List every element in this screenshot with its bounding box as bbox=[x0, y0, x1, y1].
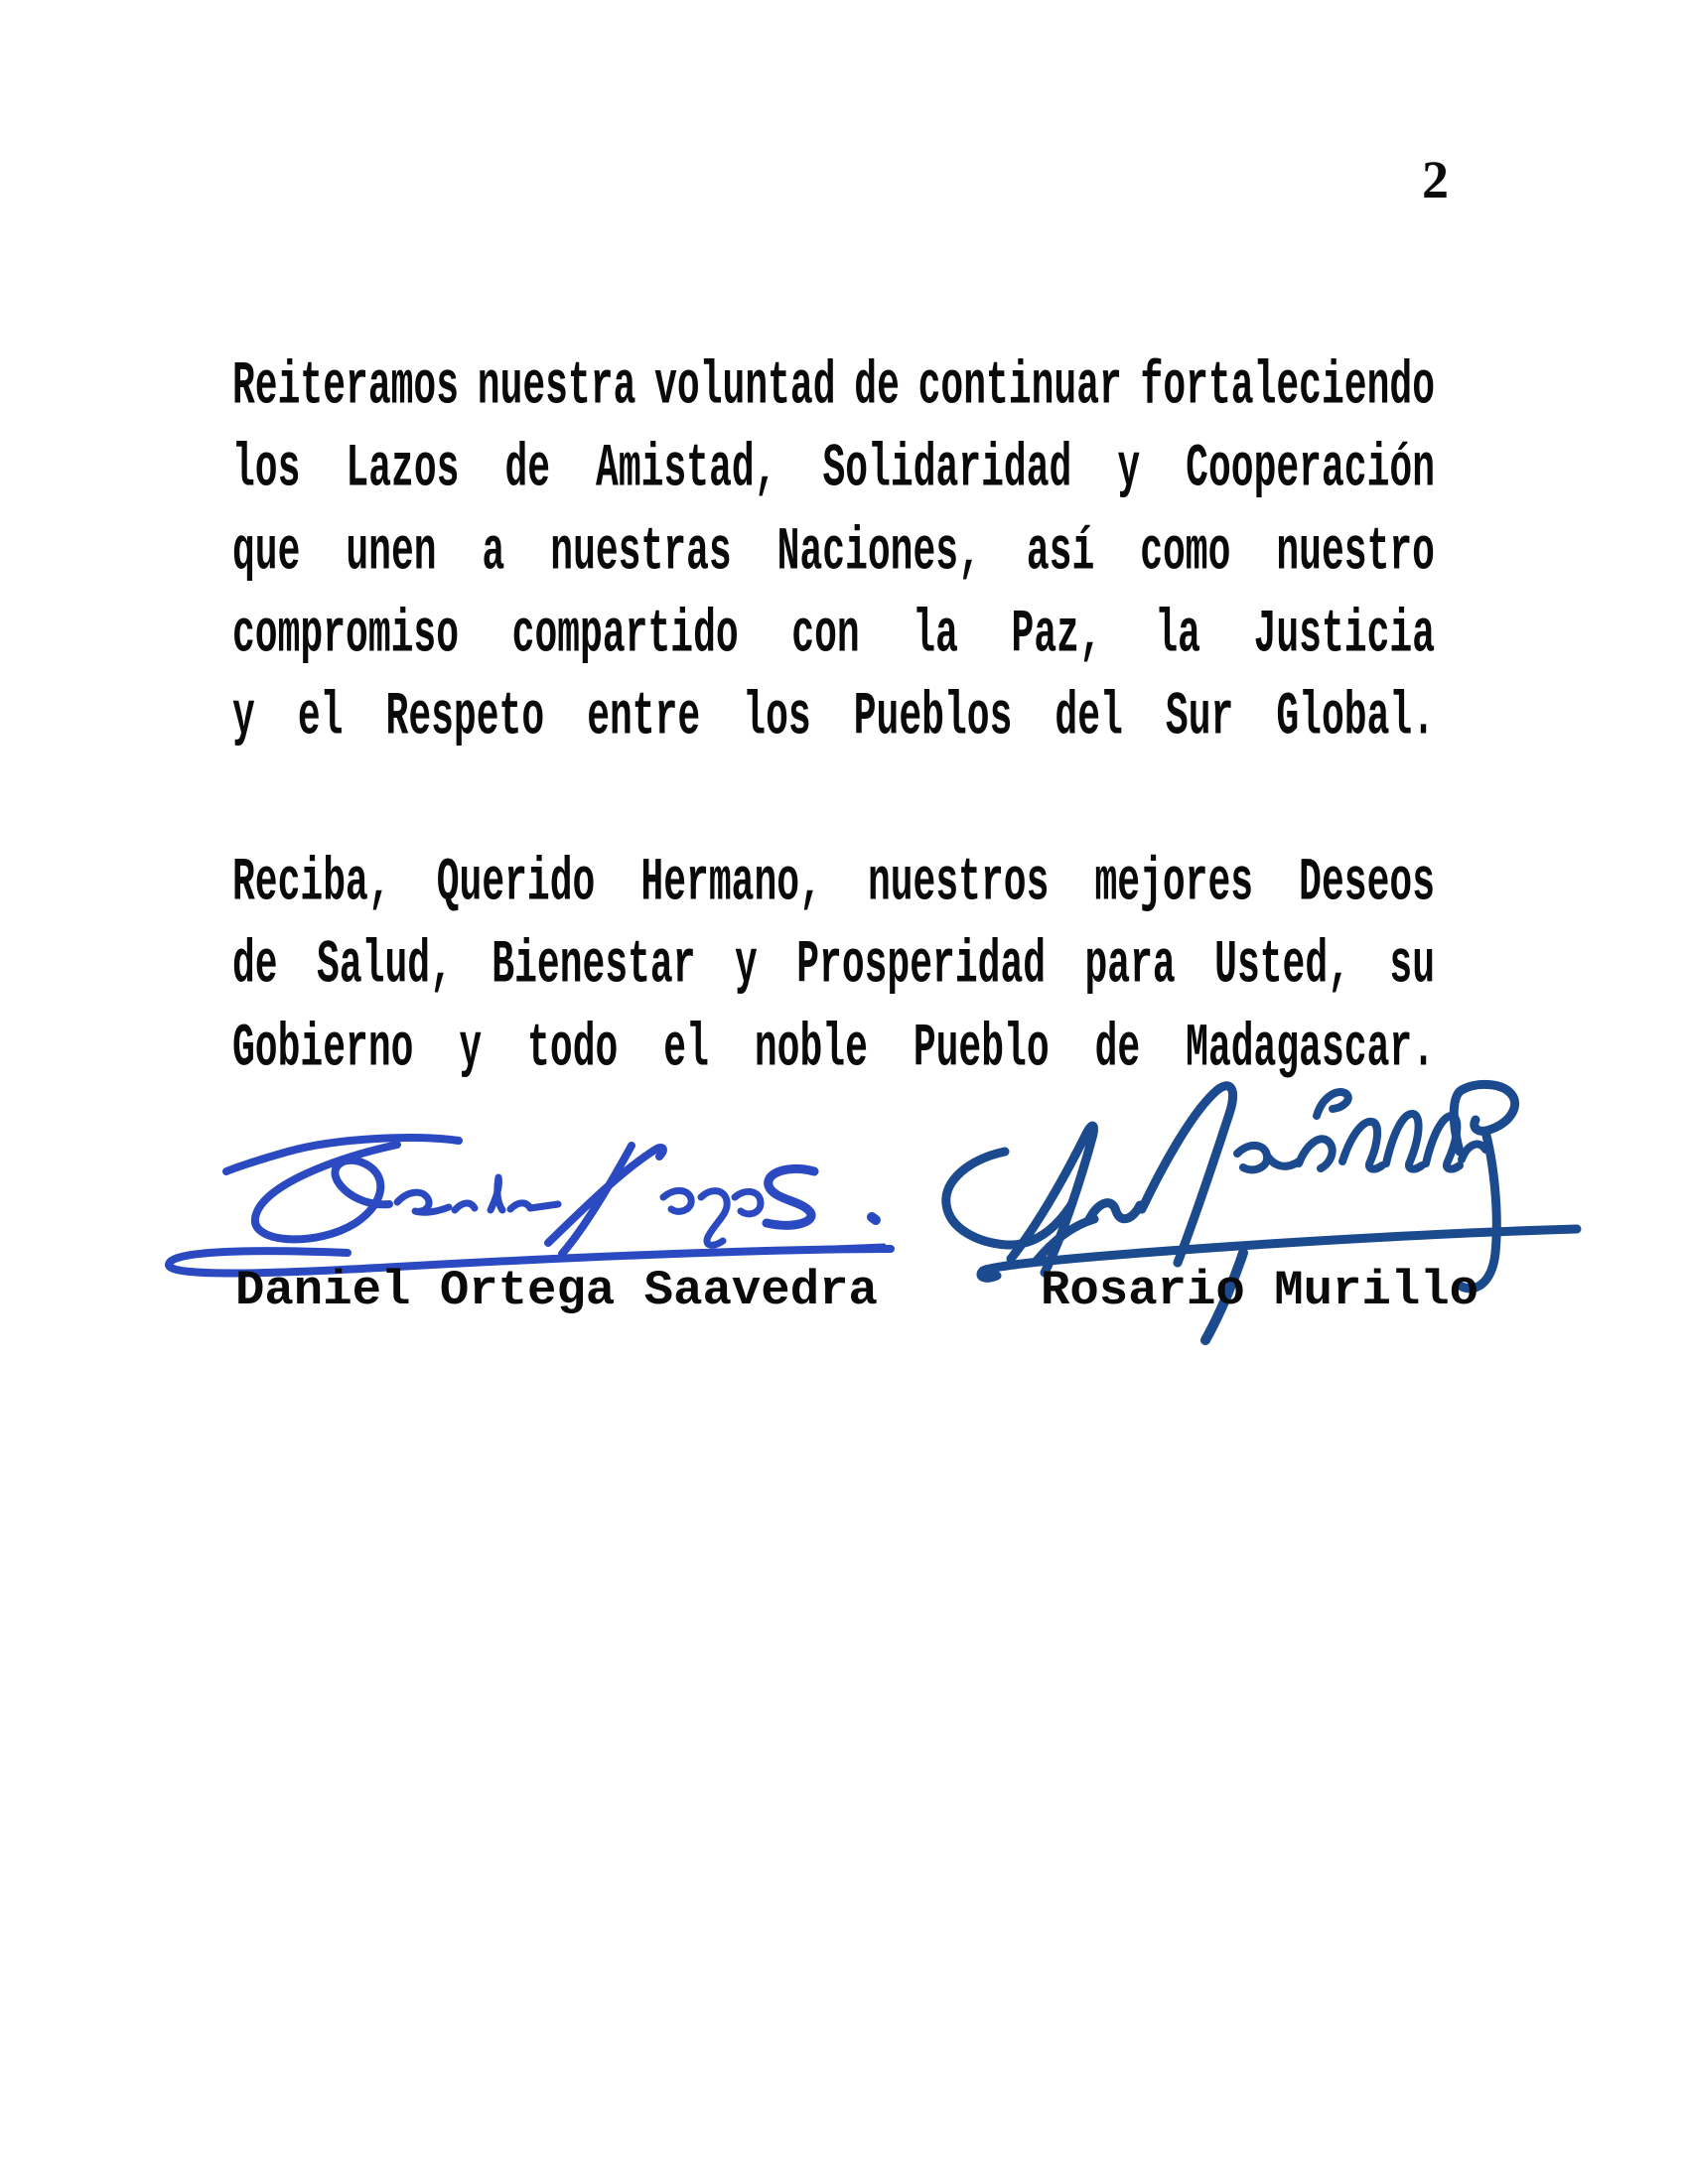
letter-line bbox=[232, 1009, 1435, 1091]
letter-line-text: Reciba, Querido Hermano, nuestros mejores Deseos bbox=[232, 850, 1435, 918]
signature-stroke bbox=[1037, 1219, 1094, 1261]
signature-stroke bbox=[455, 1203, 475, 1210]
signature-stroke bbox=[663, 1190, 691, 1211]
letter-line-text: que unen a nuestras Naciones, así como nuestro bbox=[232, 518, 1435, 588]
signature-stroke bbox=[1462, 1145, 1485, 1160]
signature-stroke bbox=[1088, 1203, 1140, 1221]
signature-stroke bbox=[1299, 1139, 1333, 1168]
signature-stroke bbox=[767, 1168, 814, 1225]
letter-line-text: de Salud, Bienestar y Prosperidad para Usted, su bbox=[232, 932, 1435, 1002]
signature-stroke bbox=[255, 1145, 397, 1239]
signature-stroke bbox=[548, 1148, 663, 1243]
letter-line-text: y el Respeto entre los Pueblos del Sur Global. bbox=[232, 684, 1435, 753]
signature-stroke bbox=[872, 1217, 876, 1220]
signature-stroke bbox=[946, 1152, 1072, 1245]
signature-stroke bbox=[735, 1191, 761, 1213]
letter-line-text: los Lazos de Amistad, Solidaridad y Cooperación bbox=[232, 436, 1435, 505]
signature-stroke bbox=[1426, 1116, 1460, 1168]
letter-line-text: compromiso compartido con la Paz, la Justicia bbox=[232, 601, 1435, 670]
signature-stroke bbox=[1454, 1084, 1514, 1152]
paragraph-1 bbox=[232, 346, 1435, 759]
signature-stroke bbox=[1267, 1156, 1299, 1166]
letter-line-text: Gobierno y todo el noble Pueblo de Madagascar. bbox=[232, 1015, 1435, 1084]
signature-stroke bbox=[1237, 1146, 1267, 1169]
letter-line-text: Reiteramos nuestra voluntad de continuar fortaleciendo bbox=[232, 353, 1435, 422]
signatory-name-left: Daniel Ortega Saavedra bbox=[235, 1263, 878, 1318]
signature-stroke bbox=[397, 1192, 449, 1212]
signature-stroke bbox=[1011, 1126, 1094, 1273]
daniel-ortega-signature-icon bbox=[169, 1138, 891, 1273]
signature-stroke bbox=[562, 1146, 632, 1254]
signature-stroke bbox=[1386, 1114, 1422, 1168]
page-number: 2 bbox=[1422, 150, 1449, 209]
signature-stroke bbox=[701, 1191, 727, 1246]
signature-stroke bbox=[491, 1177, 502, 1210]
signature-stroke bbox=[226, 1138, 459, 1171]
paragraph-2 bbox=[232, 843, 1435, 1091]
signature-stroke bbox=[510, 1203, 558, 1209]
signatory-name-right: Rosario Murillo bbox=[1041, 1263, 1479, 1318]
signature-stroke bbox=[1342, 1122, 1382, 1169]
letter-line bbox=[232, 677, 1435, 759]
